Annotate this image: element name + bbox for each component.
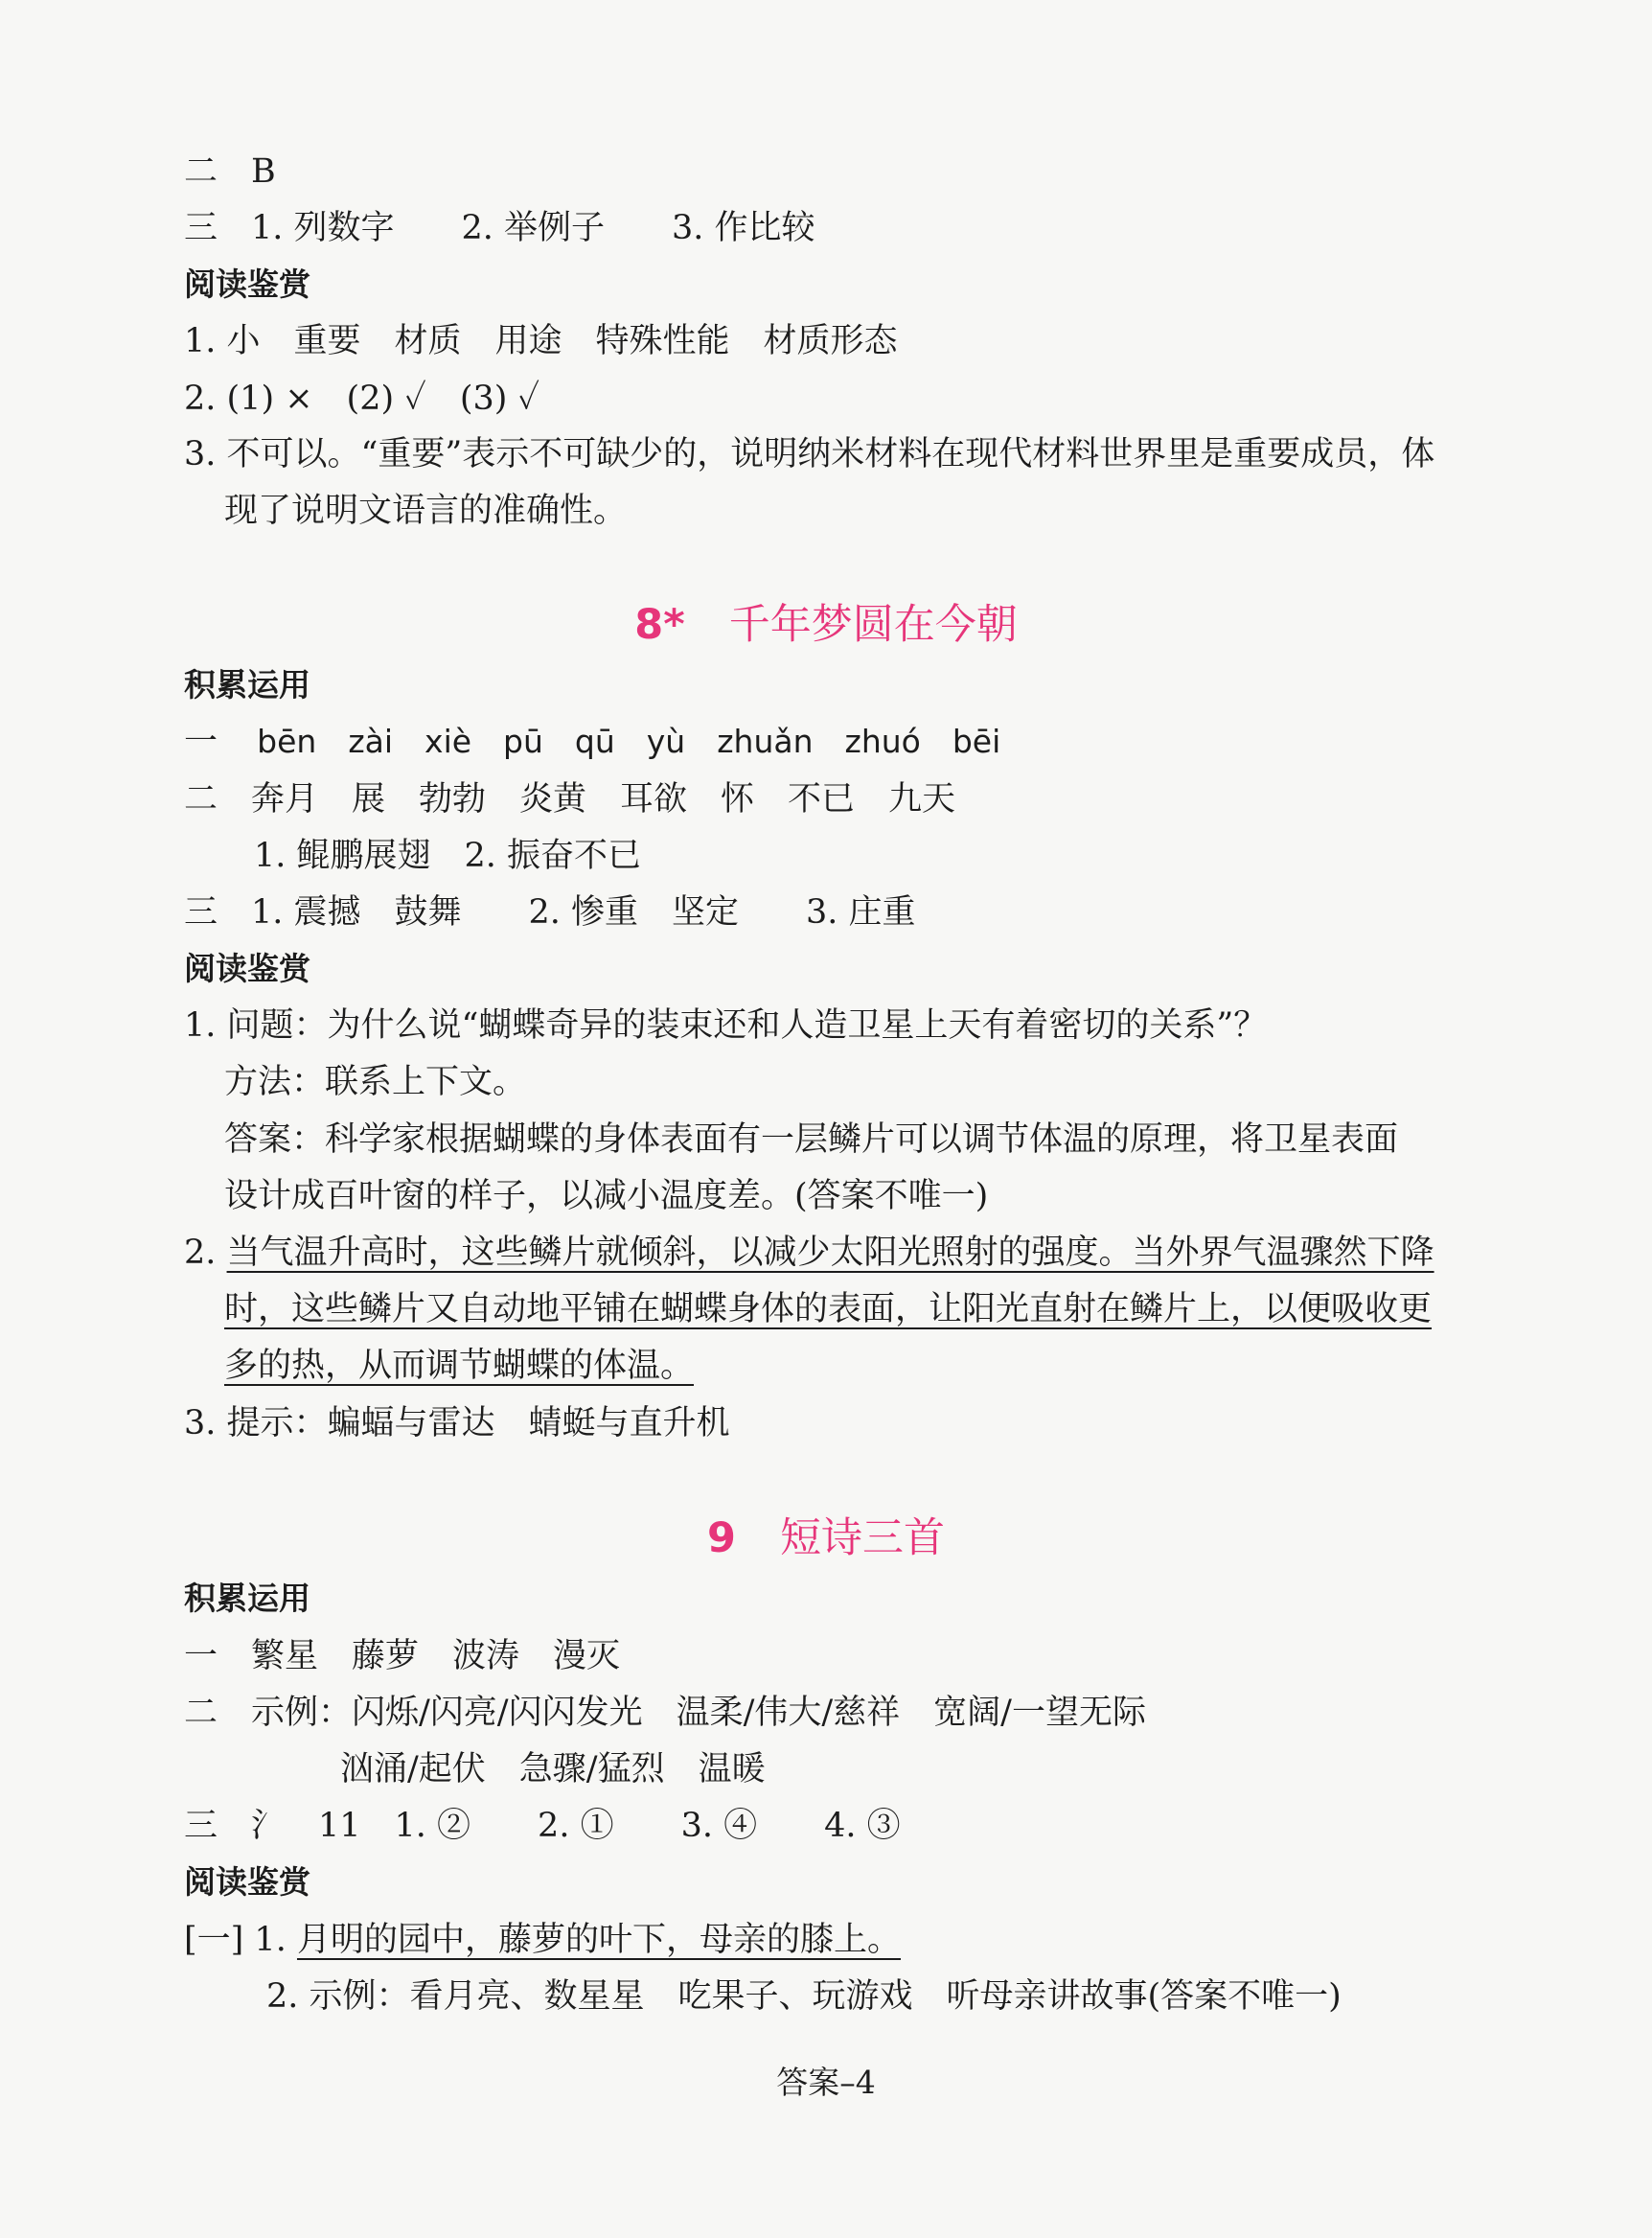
item-label: 一 [184, 723, 218, 761]
reading-heading: 阅读鉴赏 [184, 265, 310, 303]
reading-q1-method: 方法：联系上下文。 [224, 1063, 527, 1101]
reading-q2-cont-1 [224, 1286, 1432, 1332]
reading-q1-answer: 答案：科学家根据蝴蝶的身体表面有一层鳞片可以调节体温的原理，将卫星表面 [224, 1120, 1399, 1159]
underlined-answer: 月明的园中，藤萝的叶下，母亲的膝上。 [296, 1921, 901, 1959]
reading-answer-1: 1. 小 重要 材质 用途 特殊性能 材质形态 [184, 322, 898, 360]
answer-er: 二 B [184, 152, 276, 191]
reading-p1 [184, 1917, 901, 1963]
answer-yi [184, 719, 1000, 765]
answer-san: 三 氵 11 1. ② 2. ① 3. ④ 4. ③ [184, 1807, 901, 1845]
reading-q1-answer-cont: 设计成百叶窗的样子，以减小温度差。(答案不唯一) [224, 1177, 989, 1215]
lesson-number: 8* [634, 601, 685, 649]
lesson-9-title [0, 1511, 1652, 1565]
page-number: 答案–4 [776, 2064, 876, 2101]
item-label: [一] 1. [184, 1921, 287, 1959]
reading-answer-2: 2. (1) × (2) ✓ (3) ✓ [184, 380, 540, 418]
answer-er-sub: 汹涌/起伏 急骤/猛烈 温暖 [340, 1750, 766, 1788]
accumulate-heading: 积累运用 [184, 1580, 310, 1617]
answer-san: 三 1. 列数字 2. 举例子 3. 作比较 [184, 209, 815, 247]
reading-heading: 阅读鉴赏 [184, 950, 310, 987]
answer-yi: 一 繁星 藤萝 波涛 漫灭 [184, 1637, 621, 1675]
underlined-answer: 当气温升高时，这些鳞片就倾斜，以减少太阳光照射的强度。当外界气温骤然下降 [226, 1234, 1434, 1272]
reading-answer-3-cont: 现了说明文语言的准确性。 [224, 492, 628, 530]
lesson-title-text: 短诗三首 [779, 1514, 945, 1562]
answer-er: 二 示例：闪烁/闪亮/闪闪发光 温柔/伟大/慈祥 宽阔/一望无际 [184, 1694, 1146, 1732]
item-number: 2. [184, 1234, 217, 1272]
reading-p2: 2. 示例：看月亮、数星星 吃果子、玩游戏 听母亲讲故事(答案不唯一) [266, 1977, 1342, 2016]
reading-q3: 3. 提示：蝙蝠与雷达 蜻蜓与直升机 [184, 1404, 730, 1442]
lesson-8-title [0, 598, 1652, 652]
answer-er-sub: 1. 鲲鹏展翅 2. 振奋不已 [254, 837, 642, 875]
pinyin-answers: bēn zài xiè pū qū yù zhuǎn zhuó bēi [257, 723, 1001, 760]
underlined-answer: 时，这些鳞片又自动地平铺在蝴蝶身体的表面，让阳光直射在鳞片上，以便吸收更 [224, 1290, 1433, 1328]
reading-heading: 阅读鉴赏 [184, 1863, 310, 1901]
accumulate-heading: 积累运用 [184, 666, 310, 704]
reading-answer-3: 3. 不可以。“重要”表示不可缺少的，说明纳米材料在现代材料世界里是重要成员，体 [184, 435, 1435, 473]
reading-q1-question: 1. 问题：为什么说“蝴蝶奇异的装束还和人造卫星上天有着密切的关系”？ [184, 1006, 1268, 1045]
answer-san: 三 1. 震撼 鼓舞 2. 惨重 坚定 3. 庄重 [184, 893, 916, 932]
lesson-number: 9 [707, 1514, 736, 1562]
reading-q2-cont-2 [224, 1343, 694, 1389]
underlined-answer: 多的热，从而调节蝴蝶的体温。 [224, 1347, 695, 1385]
reading-q2 [184, 1230, 1434, 1276]
answer-er: 二 奔月 展 勃勃 炎黄 耳欲 怀 不已 九天 [184, 780, 956, 819]
lesson-title-text: 千年梦圆在今朝 [728, 601, 1018, 649]
